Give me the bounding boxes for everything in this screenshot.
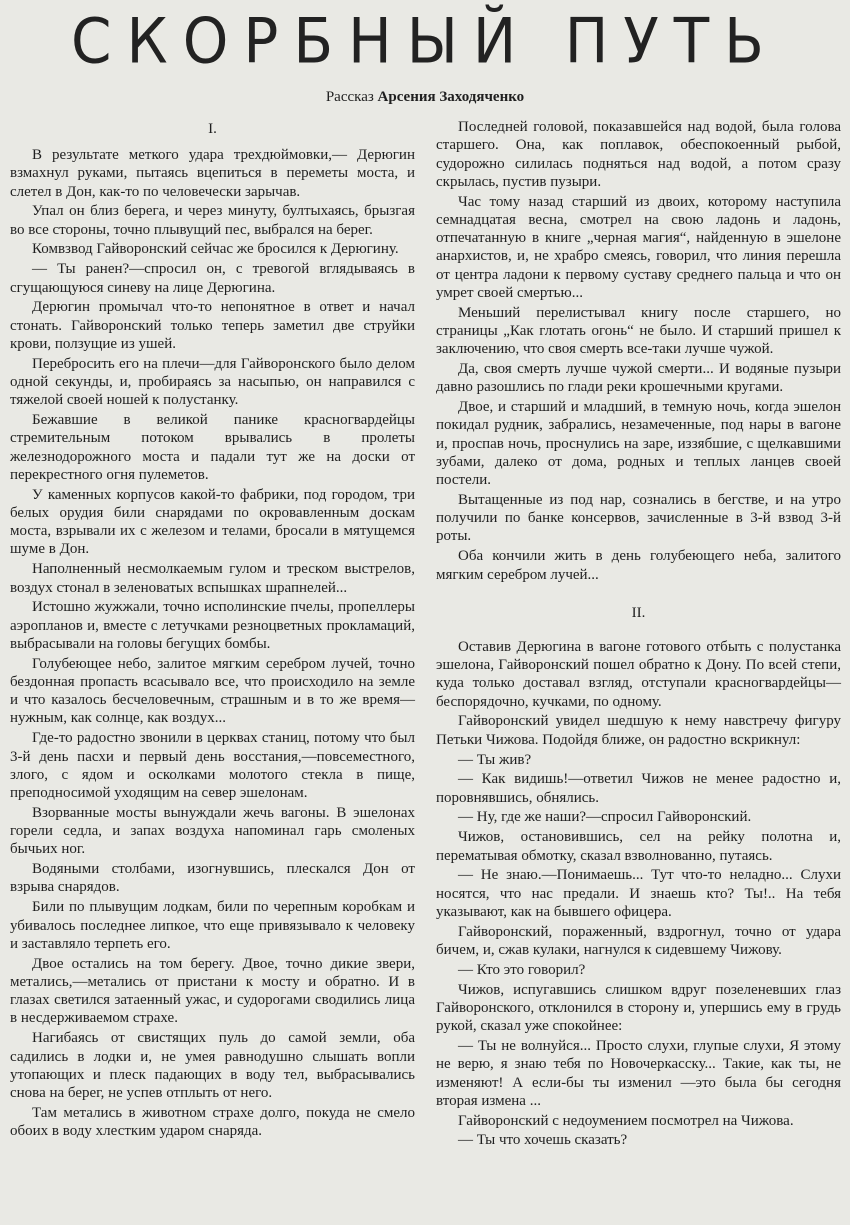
- paragraph: — Ты жив?: [458, 751, 532, 768]
- paragraph: Дерюгин промычал что-то непонятное в ответ и начал стонать. Гайворонский только теперь заметил две струйки крови, ползущие из ушей.: [10, 299, 415, 352]
- paragraph: Да, своя смерть лучше чужой смерти... И водяные пузыри давно разошлись по глади реки крошечными кругами.: [436, 361, 841, 396]
- story-title: СКОРБНЫЙ ПУТЬ: [71, 4, 779, 78]
- paragraph: Наполненный несмолкаемым гулом и треском выстрелов, воздух стонал в зеленоватых вспышках шрапнелей...: [10, 561, 415, 596]
- paragraph: Оба кончили жить в день голубеющего неба, залитого мягким серебром лучей...: [436, 548, 841, 583]
- paragraph: Нагибаясь от свистящих пуль до самой земли, оба садились в лодки и, не умея равнодушно слышать вопли утопающих и плеск падающих в воду тел, выбрасывались снова на берег, не успев отплыть от него.: [10, 1030, 415, 1101]
- left-column: [10, 118, 415, 1142]
- paragraph: Где-то радостно звонили в церквах станиц, потому что был 3-й день пасхи и первый день восстания,—повсеместного, злого, с ядом и осколками молотого стекла в пище, преподносимой уходящим на север эшелонам.: [10, 730, 415, 802]
- paragraph: Перебросить его на плечи—для Гайворонского было делом одной секунды, и, пробираясь за насыпью, он направился с тяжелой своей ношей к полустанку.: [10, 355, 415, 409]
- chapter-heading-1: I.: [208, 121, 217, 137]
- byline-prefix: Рассказ: [325, 89, 374, 105]
- paragraph: Гайворонский увидел шедшую к нему навстречу фигуру Петьки Чижова. Подойдя ближе, он радостно вскрикнул:: [436, 713, 841, 748]
- paragraph: Упал он близ берега, и через минуту, бултыхаясь, брызгая во все стороны, точно плывущий пес, выбрался на берег.: [10, 203, 415, 238]
- paragraph: Чижов, испугавшись слишком вдруг позеленевших глаз Гайворонского, отклонился в сторону и, упершись ему в грудь рукой, сказал уже спокойнее:: [436, 981, 841, 1035]
- byline-author: Арсения Заходяченко: [377, 89, 525, 105]
- paragraph: У каменных корпусов какой-то фабрики, под городом, три белых орудия били снарядами по окровавленным доскам моста, взрывали их с железом и телами, бросали в мятущемся шуме в Дон.: [10, 486, 415, 558]
- paragraph: Меньший перелистывал книгу после старшего, но страницы „Как глотать огонь“ не было. И старший пришел к заключению, что своя смерть все-таки лучше чужой.: [436, 304, 841, 358]
- byline: [0, 88, 850, 106]
- paragraph: — Кто это говорил?: [458, 961, 586, 978]
- paragraph: — Ты ранен?—спросил он, с тревогой вглядываясь в сгущающуюся синеву на лице Дерюгина.: [10, 261, 415, 296]
- paragraph: Час тому назад старший из двоих, которому наступила семнадцатая весна, смотрел на свою ладонь и ладонь, отпечатанную в книге „черная магия“, найденную в эшелоне анархистов, и, не храбро смеясь, говорил, что линия перешла от центра ладони к первому суставу среднего пальца и что он умрет своей смертью...: [436, 193, 841, 301]
- paragraph: Водяными столбами, изогнувшись, плескался Дон от взрыва снарядов.: [10, 861, 415, 896]
- paragraph: — Не знаю.—Понимаешь... Тут что-то неладно... Слухи носятся, что нас предали. И знаешь кто? Ты!.. На тебя указывают, как на бывшего офицера.: [436, 867, 841, 920]
- right-column: [436, 118, 841, 1151]
- paragraph: В результате меткого удара трехдюймовки,— Дерюгин взмахнул руками, пытаясь вцепиться в переметы моста, и слетел в Дон, как-то по человечески зарычав.: [10, 147, 415, 200]
- paragraph: — Ты не волнуйся... Просто слухи, глупые слухи, Я этому не верю, я знаю тебя по Новочеркасску... Такие, как ты, не изменяют! А если-бы ты изменил —это была бы сегодня вторая измена ...: [436, 1038, 841, 1109]
- paragraph: Вытащенные из под нар, сознались в бегстве, и на утро получили по банке консервов, зачисленные в 3-й взвод 3-й роты.: [436, 491, 841, 545]
- paragraph: Комвзвод Гайворонский сейчас же бросился к Дерюгину.: [32, 241, 399, 258]
- paragraph: Двое остались на том берегу. Двое, точно дикие звери, метались,—метались от пристани к мосту и обратно. И в глазах светился затаенный ужас, и судорогами сводились лица в несдерживаемом страхе.: [10, 955, 415, 1027]
- paragraph: Голубеющее небо, залитое мягким серебром лучей, точно бездонная пропасть всасывало все, что происходило на земле и что казалось бесчеловечным, страшным и в то же время—нужным, как солнце, как воздух...: [10, 655, 415, 727]
- paragraph: Бежавшие в великой панике красногвардейцы стремительным потоком врывались в пролеты железнодорожного моста и падали тут же на доски от перекрестного огня пулеметов.: [10, 412, 415, 483]
- paragraph: Истошно жужжали, точно исполинские пчелы, пропеллеры аэропланов и, вместе с летучками резноцветных прокламаций, выбрасывали на головы бегущих бомбы.: [10, 599, 415, 652]
- paragraph: Последней головой, показавшейся над водой, была голова старшего. Она, как поплавок, обеспокоенный рыбой, судорожно силилась подняться над водой, а потом сразу скрылась, пустив пузыри.: [436, 119, 841, 190]
- paragraph: Гайворонский с недоумением посмотрел на Чижова.: [458, 1112, 794, 1129]
- paragraph: Гайворонский, пораженный, вздрогнул, точно от удара бичем, и, сжав кулаки, нагнулся к сидевшему Чижову.: [436, 923, 841, 958]
- paragraph: Двое, и старший и младший, в темную ночь, когда эшелон покидал рудник, забрались, незамеченные, под нары в вагоне и, проспав ночь, проснулись на заре, иззябшие, с щелкавшими зубами, далеко от дома, родных и теплых ланцев своей постели.: [436, 399, 841, 489]
- paragraph: — Ты что хочешь сказать?: [458, 1132, 628, 1149]
- paragraph: Били по плывущим лодкам, били по черепным коробкам и убивалось последнее липкое, что еще привязывало к человеку и заставляло терпеть его.: [10, 899, 415, 952]
- paragraph: Оставив Дерюгина в вагоне готового отбыть с полустанка эшелона, Гайворонский пошел обратно к Дону. По всей степи, куда только доставал взгляд, отступали красногвардейцы— беспорядочно, кучками, по одному.: [436, 638, 841, 710]
- paragraph: Взорванные мосты вынуждали жечь вагоны. В эшелонах горели седла, и запах воздуха напоминал гарь смоленых бычьих ног.: [10, 804, 415, 858]
- paragraph: Там метались в животном страхе долго, покуда не смело обоих в воду хлестким ударом снаряда.: [10, 1104, 415, 1140]
- paragraph: — Ну, где же наши?—спросил Гайворонский.: [458, 809, 752, 826]
- paragraph: — Как видишь!—ответил Чижов не менее радостно и, поровнявшись, обнялись.: [436, 771, 841, 806]
- paragraph: Чижов, остановившись, сел на рейку полотна и, перематывая обмотку, сказал взволнованно, путаясь.: [436, 829, 841, 864]
- chapter-heading-2: II.: [631, 604, 646, 621]
